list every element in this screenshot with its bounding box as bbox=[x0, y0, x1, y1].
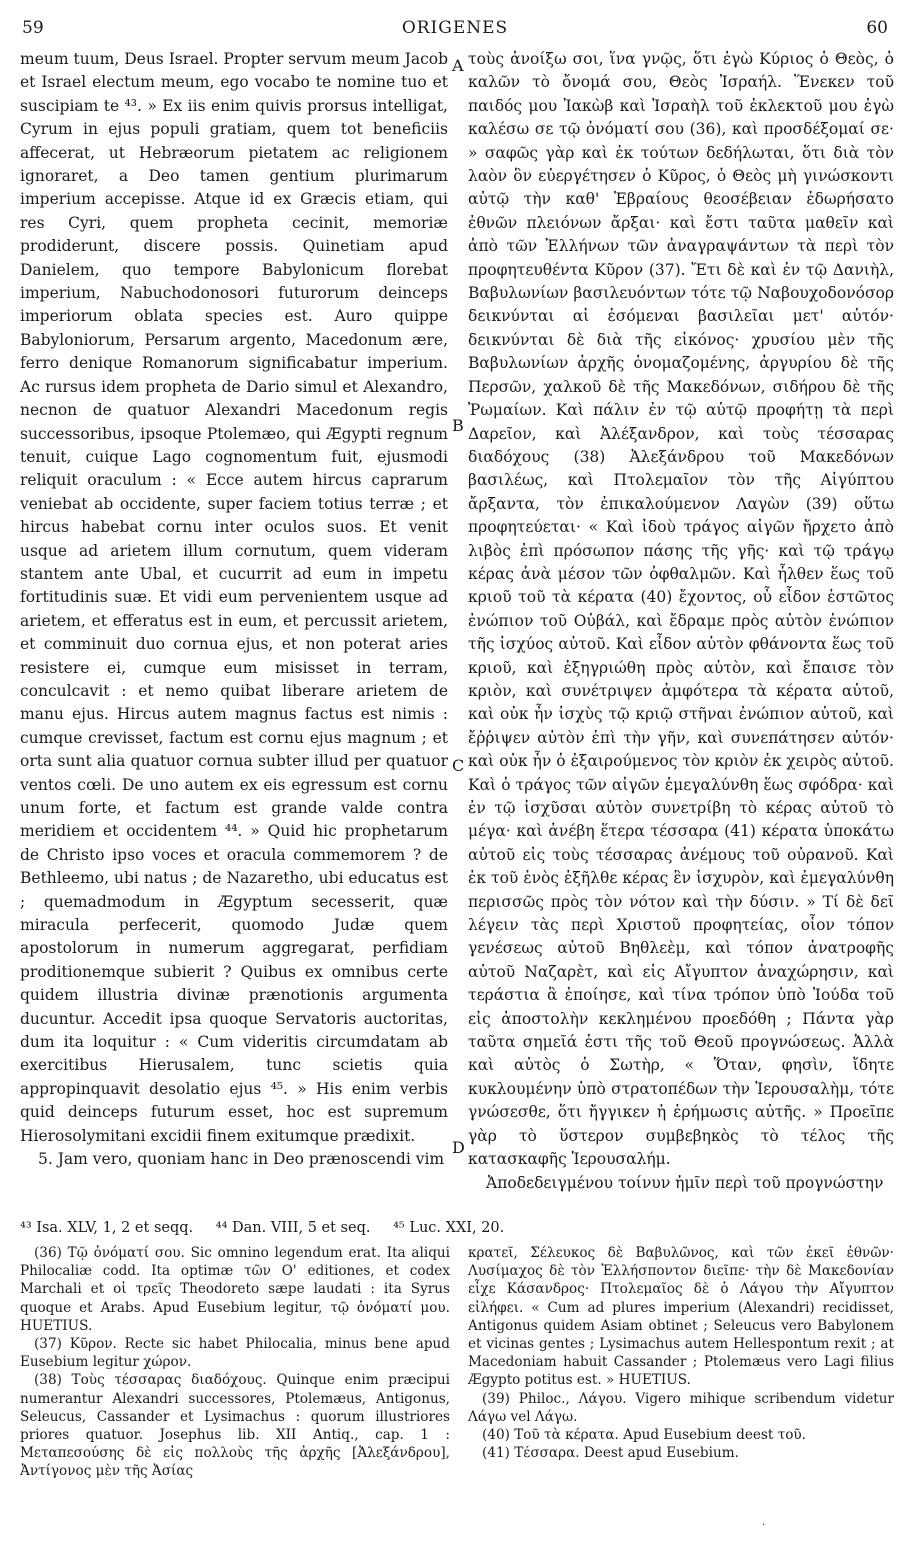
greek-column bbox=[468, 48, 894, 1195]
print-speck: · bbox=[762, 1520, 766, 1531]
latin-paragraph: 5. Jam vero, quoniam hanc in Deo prænoscendi vim bbox=[38, 1150, 445, 1169]
footnote: (39) Philoc., Λάγου. Vigero mihique scribendum videtur Λάγω vel Λάγω. bbox=[468, 1390, 894, 1425]
page-header bbox=[0, 18, 910, 46]
reference: ⁴⁵ Luc. XXI, 20. bbox=[393, 1220, 505, 1236]
running-title: ORIGENES bbox=[401, 18, 509, 38]
footnotes-left bbox=[20, 1244, 450, 1481]
footnote: (40) Τοῦ τὰ κέρατα. Apud Eusebium deest τοῦ. bbox=[482, 1427, 806, 1444]
footnotes-right bbox=[468, 1244, 894, 1462]
footnote: κρατεῖ, Σέλευκος δὲ Βαβυλῶνος, καὶ τῶν ἐκεῖ ἐθνῶν· Λυσίμαχος δὲ τὸν Ἑλλήσποντον διεῖπε· τὴν δὲ Μακεδονίαν εἶχε Κάσανδρος· Πτολεμαῖος δὲ ὁ Λάγου τὴν Αἴγυπτον εἰλήφει. « Cum ad plures imperium (Alexandri) recidisset, Antigonus quidem Asiam obtinet ; Seleucus vero Babylonem et vicinas gentes ; Lysimachus autem Hellespontum rexit ; at Macedoniam habuit Cassander ; Ptolemæus vero Lagi filius Ægypto potitus est. » HUETIUS. bbox=[468, 1245, 894, 1389]
margin-mark-d: D bbox=[452, 1138, 465, 1157]
latin-column bbox=[20, 48, 448, 1172]
footnote: (37) Κῦρον. Recte sic habet Philocalia, minus bene apud Eusebium legitur χώρον. bbox=[20, 1336, 450, 1371]
greek-paragraph: τοὺς ἀνοίξω σοι, ἵνα γνῷς, ὅτι ἐγὼ Κύριος ὁ Θεὸς, ὁ καλῶν τὸ ὄνομά σου, Θεὸς Ἰσραήλ. Ἕνεκεν τοῦ παιδός μου Ἰακὼβ καὶ Ἰσραὴλ τοῦ ἐκλεκτοῦ μου ἐγὼ καλέσω σε τῷ ὀνόματί σου (36), καὶ προσδέξομαί σε· » σαφῶς γὰρ καὶ ἐκ τούτων δεδήλωται, ὅτι διὰ τὸν λαὸν ὃν εὐεργέτησεν ὁ Κῦρος, ὁ Θεὸς μὴ γινώσκοντι αὐτῷ τὴν καθ' Ἑβραίους θεοσέβειαν ἐδωρήσατο ἐθνῶν πλειόνων ἄρξαι· καὶ ἔστι ταῦτα μαθεῖν καὶ ἀπὸ τῶν Ἑλλήνων τῶν ἀναγραψάντων τὰ περὶ τὸν προφητευθέντα Κῦρον (37). Ἔτι δὲ καὶ ἐν τῷ Δανιὴλ, Βαβυλωνίων βασιλευόντων τότε τῷ Ναβουχοδονόσορ δεικνύνται αἱ ἐσόμεναι βασιλεῖαι μετ' αὐτόν· δεικνύνται δὲ διὰ τῆς εἰκόνος· χρυσίου μὲν τῆς Βαβυλωνίων ἀρχῆς ὀνομαζομένης, ἀργυρίου δὲ τῆς Περσῶν, χαλκοῦ δὲ τῆς Μακεδόνων, σιδήρου δὲ τῆς Ῥωμαίων. Καὶ πάλιν ἐν τῷ αὐτῷ προφήτῃ τὰ περὶ Δαρεῖον, καὶ Ἀλέξανδρον, καὶ τοὺς τέσσαρας διαδόχους (38) Ἀλεξάνδρου τοῦ Μακεδόνων βασιλέως, καὶ Πτολεμαῖον τὸν τῆς Αἰγύπτου ἄρξαντα, τὸν ἐπικαλούμενον Λαγὼν (39) οὕτω προφητεύεται· « Καὶ ἰδοὺ τράγος αἰγῶν ἤρχετο ἀπὸ λιβὸς ἐπὶ πρόσωπον πάσης τῆς γῆς· καὶ τῷ τράγῳ κέρας ἀνὰ μέσον τῶν ὀφθαλμῶν. Καὶ ἦλθεν ἕως τοῦ κριοῦ τοῦ τὰ κέρατα (40) ἔχοντος, οὗ εἶδον ἑστῶτος ἐνώπιον τοῦ Οὐβάλ, καὶ ἔδραμε πρὸς αὐτὸν ἐνώπιον τῆς ἰσχύος αὐτοῦ. Καὶ εἶδον αὐτὸν φθάνοντα ἕως τοῦ κριοῦ, καὶ ἐξηγριώθη πρὸς αὐτὸν, καὶ ἔπαισε τὸν κριὸν, καὶ συνέτριψεν ἀμφότερα τὰ κέρατα αὐτοῦ, καὶ οὐκ ἦν ἰσχὺς τῷ κριῷ στῆναι ἐνώπιον αὐτοῦ, καὶ ἔῤῥιψεν αὐτὸν ἐπὶ τὴν γῆν, καὶ συνεπάτησεν αὐτόν· καὶ οὐκ ἦν ὁ ἐξαιρούμενος τὸν κριὸν ἐκ χειρὸς αὐτοῦ. Καὶ ὁ τράγος τῶν αἰγῶν ἐμεγαλύνθη ἕως σφόδρα· καὶ ἐν τῷ ἰσχῦσαι αὐτὸν συνετρίβη τὸ κέρας αὐτοῦ τὸ μέγα· καὶ ἀνέβη ἕτερα τέσσαρα (41) κέρατα ὑποκάτω αὐτοῦ εἰς τοὺς τέσσαρας ἀνέμους τοῦ οὐρανοῦ. Καὶ ἐκ τοῦ ἑνὸς ἐξῆλθε κέρας ἓν ἰσχυρὸν, καὶ ἐμεγαλύνθη περισσῶς πρὸς τὸν νότον καὶ τὴν δύσιν. » Τί δὲ δεῖ λέγειν τὰς περὶ Χριστοῦ προφητείας, οἷον τόπον γενέσεως αὐτοῦ Βηθλεὲμ, καὶ τόπον ἀνατροφῆς αὐτοῦ Ναζαρὲτ, καὶ εἰς Αἴγυπτον ἀναχώρησιν, καὶ τεράστια ἃ ἐποίησε, καὶ τίνα τρόπον ὑπὸ Ἰούδα τοῦ εἰς ἀποστολὴν κεκλημένου προεδόθη ; Πάντα γὰρ ταῦτα σημεῖά ἐστι τῆς τοῦ Θεοῦ προγνώσεως. Ἀλλὰ καὶ αὐτὸς ὁ Σωτὴρ, « Ὅταν, φησὶν, ἴδητε κυκλουμένην ὑπὸ στρατοπέδων τὴν Ἱερουσαλὴμ, τότε γνώσεσθε, ὅτι ἤγγικεν ἡ ἐρήμωσις αὐτῆς. » Προεῖπε γὰρ τὸ ὕστερον συμβεβηκὸς τὸ τέλος τῆς κατασκαφῆς Ἱερουσαλήμ. bbox=[468, 50, 894, 1169]
reference: ⁴³ Isa. XLV, 1, 2 et seqq. bbox=[20, 1220, 194, 1236]
footnote: (41) Τέσσαρα. Deest apud Eusebium. bbox=[482, 1445, 739, 1462]
margin-mark-b: B bbox=[452, 416, 464, 435]
latin-paragraph: meum tuum, Deus Israel. Propter servum meum Jacob et Israel electum meum, ego vocabo te nomine tuo et suscipiam te ⁴³. » Ex iis enim quivis prorsus intelligat, Cyrum in ejus populi gratiam, quem tot beneficiis affecerat, ut Hebræorum pietatem ac religionem ignoraret, a Deo tamen gentium plurimarum imperium accepisse. Atque id ex Græcis etiam, qui res Cyri, quem propheta cecinit, memoriæ prodiderunt, discere possis. Quinetiam apud Danielem, quo tempore Babylonicum florebat imperium, Nabuchodonosori futurorum deinceps imperiorum oblata species est. Auro quippe Babyloniorum, Persarum argento, Macedonum ære, ferro denique Romanorum significabatur imperium. Ac rursus idem propheta de Dario simul et Alexandro, necnon de quatuor Alexandri Macedonum regis successoribus, ipsoque Ptolemæo, qui Ægypti regnum tenuit, cuique Lago cognomentum fuit, ejusmodi reliquit oraculum : « Ecce autem hircus caprarum veniebat ab occidente, super faciem totius terræ ; et hircus habebat cornu inter oculos suos. Et venit usque ad arietem illum cornutum, quem videram stantem ante Ubal, et cucurrit ad eum in impetu fortitudinis suæ. Et vidi eum pervenientem usque ad arietem, et efferatus est in eum, et percussit arietem, et comminuit duo cornua ejus, et non poterat aries resistere ei, cumque eum misisset in terram, conculcavit : et nemo quibat liberare arietem de manu ejus. Hircus autem magnus factus est nimis : cumque crevisset, factum est cornu ejus magnum ; et orta sunt alia quatuor cornua subter illud per quatuor ventos cœli. De uno autem ex eis egressum est cornu unum forte, et factum est grande valde contra meridiem et occidentem ⁴⁴. » Quid hic prophetarum de Christo ipso voces et oracula commemorem ? de Bethleemo, ubi natus ; de Nazaretho, ubi educatus est ; quemadmodum in Ægyptum secesserit, quæ miracula perfecerit, quomodo Judæ quem apostolorum in numerum aggregarat, perfidiam proditionemque subierit ? Quibus ex omnibus certe quidem illustria divinæ prænotionis argumenta ducuntur. Accedit ipsa quoque Servatoris auctoritas, dum ita loquitur : « Cum videritis circumdatam ab exercitibus Hierusalem, tunc scietis quia appropinquavit desolatio ejus ⁴⁵. » His enim verbis quid deinceps futurum esset, hoc est supremum Hierosolymitani excidii finem exitumque prædixit. bbox=[20, 50, 448, 1145]
margin-mark-a: A bbox=[452, 56, 464, 75]
reference: ⁴⁴ Dan. VIII, 5 et seq. bbox=[215, 1220, 371, 1236]
page-number-right: 60 bbox=[866, 18, 888, 38]
greek-paragraph: Ἀποδεδειγμένου τοίνυν ἡμῖν περὶ τοῦ προγνώστην bbox=[486, 1173, 884, 1192]
margin-mark-c: C bbox=[452, 756, 465, 775]
page-number-left: 59 bbox=[22, 18, 44, 38]
footnote: (38) Τοὺς τέσσαρας διαδόχους. Quinque enim præcipui numerantur Alexandri successores, Ptolemæus, Antigonus, Seleucus, Cassander et Lysimachus : quorum illustriores priores quatuor. Josephus lib. XII Antiq., cap. 1 : Μεταπεσούσης δὲ εἰς πολλοὺς τῆς ἀρχῆς [Ἀλεξάνδρου], Ἀντίγονος μὲν τῆς Ἀσίας bbox=[20, 1372, 450, 1480]
footnote: (36) Τῷ ὀνόματί σου. Sic omnino legendum erat. Ita aliqui Philocaliæ codd. Ita optimæ τῶν Ο' editiones, et codex Marchali et οἱ τρεῖς Theodoreto sæpe laudati : ita Syrus quoque et Arabs. Apud Eusebium legitur, τῷ ὀνόματί μου. HUETIUS. bbox=[20, 1245, 450, 1334]
scripture-references bbox=[20, 1218, 900, 1238]
